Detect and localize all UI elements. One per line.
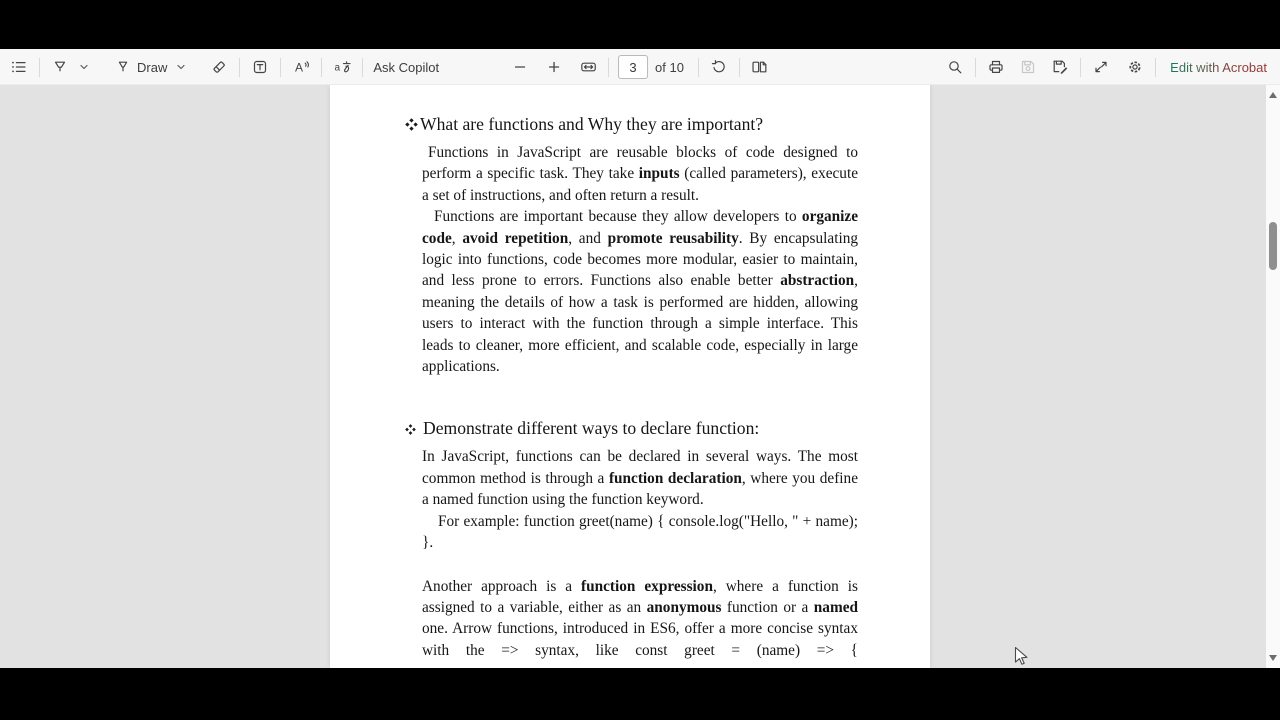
doc-section [422,113,858,377]
toolbar-divider [280,58,281,77]
top-black-bar [0,0,1280,49]
add-text-button[interactable] [247,53,273,81]
toolbar-divider [698,58,699,77]
pdf-toolbar [0,49,1280,85]
paragraph: Another approach is a function expression, where a function is assigned to a variable, either as an anonymous function or a named one. Arrow functions, introduced in ES6, offer a more concise syntax with the => syntax, like const greet = (name) => { [422,577,858,659]
toolbar-right-group [942,49,1274,85]
eraser-icon [210,58,228,76]
vertical-scrollbar[interactable] [1266,85,1280,668]
fit-to-width-button[interactable] [575,53,601,81]
document-sections [330,85,930,661]
edit-with-acrobat-button[interactable] [1163,53,1274,81]
text-box-icon [251,58,269,76]
highlight-options-button[interactable] [71,53,97,81]
toolbar-divider [1155,58,1156,77]
ask-copilot-label: Ask Copilot [373,59,440,75]
table-of-contents-icon [10,58,28,76]
page-count-label: of 10 [655,59,684,75]
diamond-bullet-icon [405,114,418,137]
scroll-down-icon [1269,655,1277,661]
table-of-contents-button[interactable] [6,53,32,81]
svg-text:A: A [295,60,304,75]
scroll-up-button[interactable] [1266,88,1280,102]
toolbar-divider [39,58,40,77]
page-view-icon [750,58,769,76]
diamond-bullet-icon [405,418,416,441]
section-heading [405,113,858,137]
draw-button[interactable] [111,53,170,81]
pen-icon [114,58,132,76]
zoom-in-button[interactable] [541,53,567,81]
paragraph: In JavaScript, functions can be declared in several ways. The most common method is through a function declaration, where you define a named function using the function keyword. [422,448,858,509]
settings-button[interactable] [1122,53,1148,81]
doc-section [422,417,858,661]
scrollbar-thumb[interactable] [1269,222,1277,270]
scroll-down-button[interactable] [1266,651,1280,665]
save-as-icon [1051,58,1069,76]
fit-width-icon [579,58,598,76]
print-button[interactable] [983,53,1009,81]
draw-label: Draw [137,59,168,75]
highlight-button[interactable] [47,53,73,81]
printer-icon [987,58,1005,76]
paragraph: Functions are important because they allow developers to organize code, avoid repetition, and promote reusability. By encapsulating logic into functions, code becomes more modular, easier to maintain, and less prone to errors. Functions also enable better abstraction, meaning the details of how a task is performed are hidden, allowing users to interact with the function through a simple interface. This leads to cleaner, more efficient, and scalable code, especially in large applications. [422,208,858,376]
mouse-cursor [1014,646,1031,668]
save-icon [1019,58,1037,76]
scroll-up-icon [1269,92,1277,98]
section-heading-text: What are functions and Why they are important? [420,114,764,134]
edit-with-acrobat-label: Edit with Acrobat [1166,60,1271,75]
translate-icon [333,58,352,76]
pdf-viewer-area [0,85,1280,668]
fullscreen-button[interactable] [1088,53,1114,81]
chevron-down-icon [176,62,186,72]
toolbar-divider [608,58,609,77]
toolbar-divider [739,58,740,77]
search-button[interactable] [942,53,968,81]
svg-text:a: a [334,62,340,74]
page-number-input[interactable] [618,55,648,79]
toolbar-center-group [507,49,773,85]
page-view-button[interactable] [747,53,773,81]
read-aloud-button[interactable] [288,53,314,81]
toolbar-divider [1080,58,1081,77]
ask-copilot-button[interactable] [370,53,442,81]
paragraph: For example: function greet(name) { console.log("Hello, " + name); }. [422,512,858,552]
toolbar-divider [975,58,976,77]
document-page [330,85,930,668]
zoom-out-button[interactable] [507,53,533,81]
read-aloud-icon [292,58,310,76]
translate-button[interactable] [329,53,355,81]
expand-icon [1092,58,1110,76]
chevron-down-icon [79,62,89,72]
minus-icon [511,58,529,76]
toolbar-divider [239,58,240,77]
section-heading-text: Demonstrate different ways to declare function: [423,418,760,439]
erase-button[interactable] [206,53,232,81]
save-as-button[interactable] [1047,53,1073,81]
toolbar-divider [362,58,363,77]
rotate-icon [710,58,728,76]
save-button[interactable] [1015,53,1041,81]
gear-icon [1126,58,1144,76]
rotate-button[interactable] [706,53,732,81]
draw-options-button[interactable] [168,53,194,81]
plus-icon [545,58,563,76]
search-icon [946,58,964,76]
highlighter-icon [51,58,69,76]
toolbar-left-group [6,49,442,85]
section-heading [405,417,858,441]
paragraph: Functions in JavaScript are reusable blocks of code designed to perform a specific task. They take inputs (called parameters), execute a set of instructions, and often return a result. [422,144,858,204]
toolbar-divider [321,58,322,77]
bottom-black-bar [0,668,1280,720]
